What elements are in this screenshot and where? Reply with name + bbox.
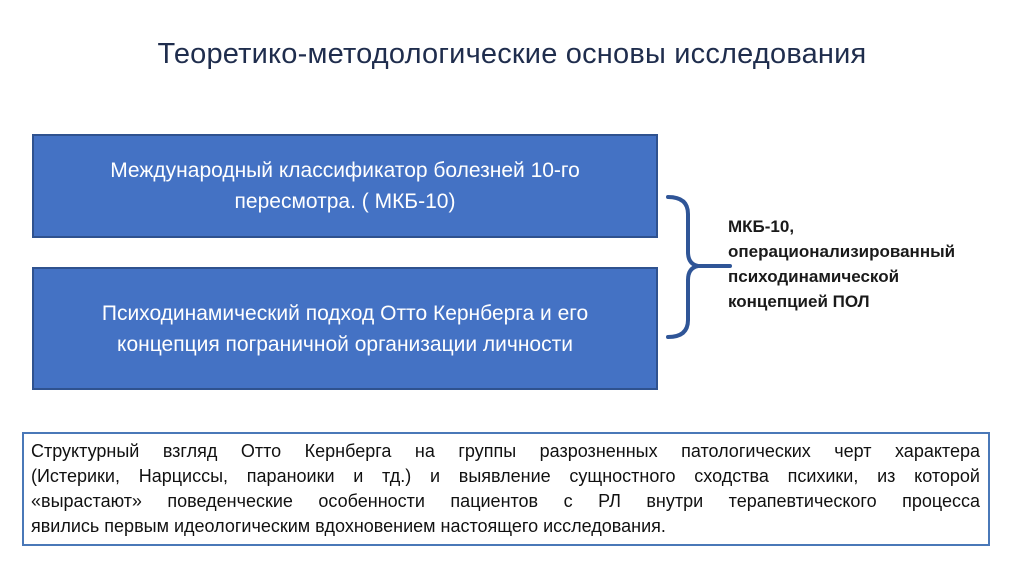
note-line: Структурный взгляд Отто Кернберга на группы разрозненных патологических черт характера (31, 441, 980, 461)
kernberg-box (32, 267, 658, 390)
result-line: операционализированный (728, 242, 956, 261)
note-box (22, 432, 990, 546)
page-title: Теоретико-методологические основы исследования (157, 38, 867, 70)
note-line: (Истерики, Нарциссы, параноики и тд.) и выявление сущностного сходства психики, из которой (31, 466, 980, 486)
note-line: «вырастают» поведенческие особенности пациентов с РЛ внутри терапевтического процесса (31, 491, 980, 511)
icd10-box-line: пересмотра. ( МКБ-10) (234, 190, 456, 213)
note-line: явились первым идеологическим вдохновением настоящего исследования. (31, 516, 666, 536)
kernberg-box-line: концепция пограничной организации личности (117, 332, 573, 356)
result-line: концепцией ПОЛ (728, 292, 870, 311)
result-line: психодинамической (728, 267, 900, 286)
result-line: МКБ-10, (728, 217, 795, 236)
kernberg-box-line: Психодинамический подход Отто Кернберга и его (101, 301, 589, 325)
icd10-box-line: Международный классификатор болезней 10-го (110, 159, 580, 182)
icd10-box-text (110, 155, 580, 217)
kernberg-box-text (102, 298, 588, 360)
right-brace-icon (664, 192, 734, 342)
result-label (728, 214, 955, 314)
icd10-box (32, 134, 658, 238)
